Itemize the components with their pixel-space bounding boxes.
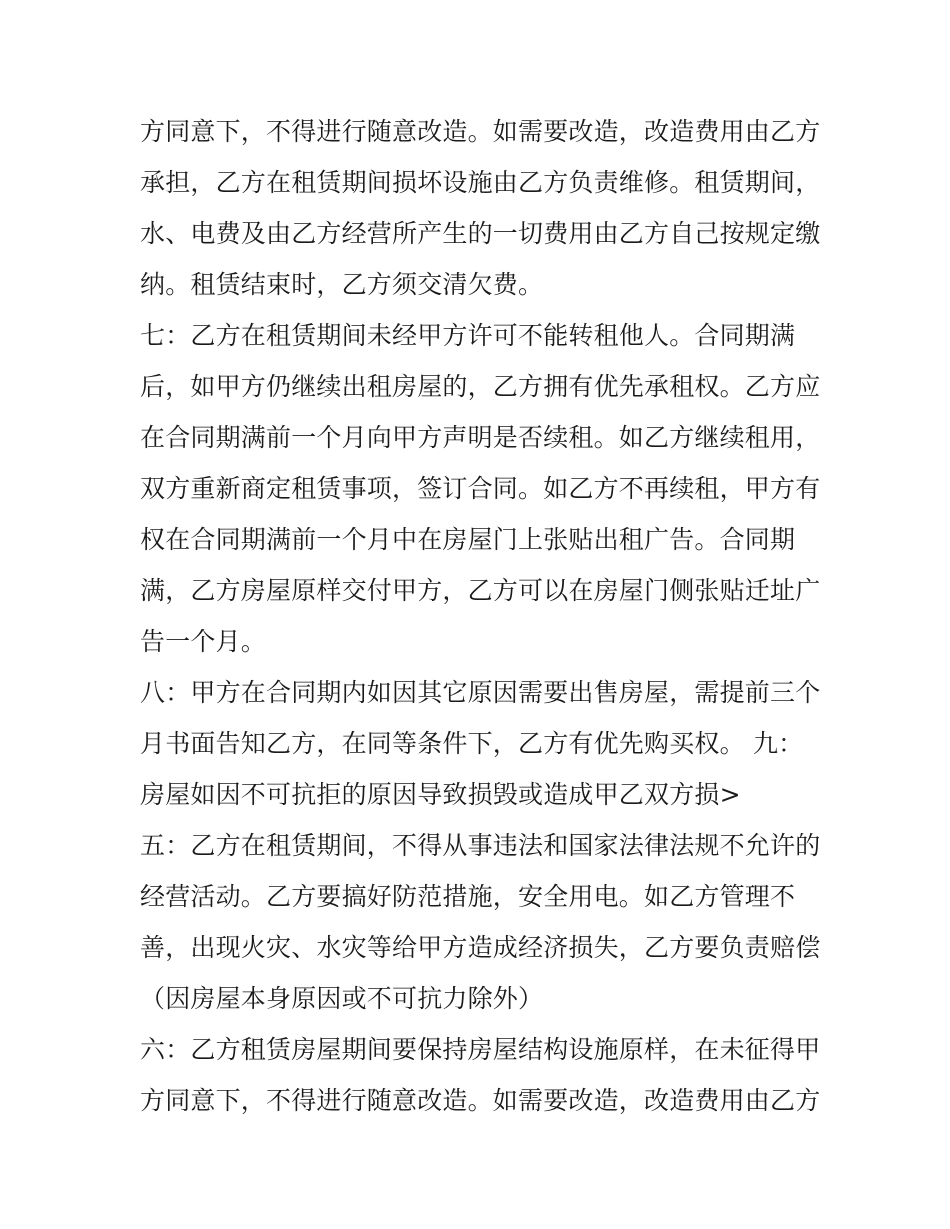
text-line: 纳。租赁结束时，乙方须交清欠费。 (140, 270, 544, 299)
text-line: 房屋如因不可抗拒的原因导致损毁或造成甲乙双方损> (140, 780, 741, 809)
text-line: 水、电费及由乙方经营所产生的一切费用由乙方自己按规定缴 (140, 219, 821, 248)
text-line: 告一个月。 (140, 627, 267, 656)
text-line: 方同意下，不得进行随意改造。如需要改造，改造费用由乙方 (140, 1086, 821, 1115)
text-line: 双方重新商定租赁事项，签订合同。如乙方不再续租，甲方有 (140, 474, 821, 503)
text-line: 经营活动。乙方要搞好防范措施，安全用电。如乙方管理不 (140, 882, 796, 911)
text-line: 善，出现火灾、水灾等给甲方造成经济损失，乙方要负责赔偿 (140, 933, 821, 962)
text-line: 在合同期满前一个月向甲方声明是否续租。如乙方继续租用， (140, 423, 821, 452)
text-line: 六：乙方租赁房屋期间要保持房屋结构设施原样，在未征得甲 (140, 1035, 821, 1064)
document-body (140, 106, 820, 1126)
text-line: 月书面告知乙方，在同等条件下，乙方有优先购买权。 九： (140, 729, 804, 758)
text-line: 满，乙方房屋原样交付甲方，乙方可以在房屋门侧张贴迁址广 (140, 576, 821, 605)
text-line: 五：乙方在租赁期间，不得从事违法和国家法律法规不允许的 (140, 831, 821, 860)
text-line: （因房屋本身原因或不可抗力除外） (140, 984, 544, 1013)
text-line: 八：甲方在合同期内如因其它原因需要出售房屋，需提前三个 (140, 678, 821, 707)
text-line: 七：乙方在租赁期间未经甲方许可不能转租他人。合同期满 (140, 321, 796, 350)
text-line: 承担，乙方在租赁期间损坏设施由乙方负责维修。租赁期间， (140, 168, 821, 197)
text-line: 后，如甲方仍继续出租房屋的，乙方拥有优先承租权。乙方应 (140, 372, 821, 401)
text-line: 方同意下，不得进行随意改造。如需要改造，改造费用由乙方 (140, 117, 821, 146)
text-line: 权在合同期满前一个月中在房屋门上张贴出租广告。合同期 (140, 525, 796, 554)
